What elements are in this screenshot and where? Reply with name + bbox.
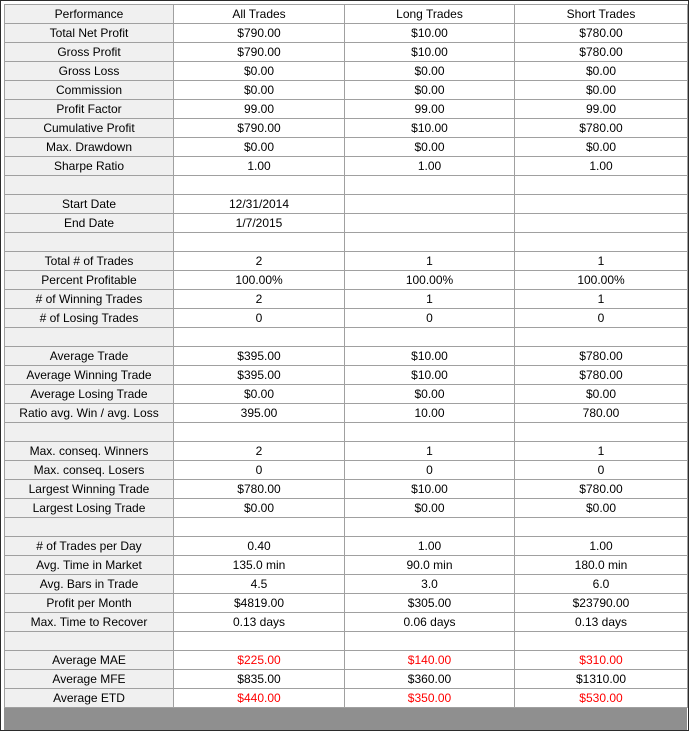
cell-short-trades: $530.00 (515, 689, 688, 708)
cell-all-trades: 395.00 (174, 404, 345, 423)
cell-short-trades: $0.00 (515, 499, 688, 518)
cell-long-trades: $0.00 (345, 62, 515, 81)
cell-all-trades: $790.00 (174, 43, 345, 62)
cell-long-trades: 10.00 (345, 404, 515, 423)
cell-long-trades: $360.00 (345, 670, 515, 689)
cell-long-trades: $10.00 (345, 480, 515, 499)
table-row[interactable] (5, 81, 688, 100)
cell-long-trades: $10.00 (345, 24, 515, 43)
table-row[interactable] (5, 670, 688, 689)
cell-short-trades (515, 632, 688, 651)
cell-short-trades (515, 518, 688, 537)
cell-all-trades: $440.00 (174, 689, 345, 708)
row-label (5, 423, 174, 442)
cell-all-trades: $790.00 (174, 119, 345, 138)
table-row[interactable] (5, 290, 688, 309)
cell-all-trades (174, 518, 345, 537)
cell-all-trades: $0.00 (174, 81, 345, 100)
cell-all-trades: $790.00 (174, 24, 345, 43)
table-row-spacer[interactable] (5, 423, 688, 442)
cell-long-trades: 99.00 (345, 100, 515, 119)
cell-long-trades: $0.00 (345, 138, 515, 157)
row-label: Average ETD (5, 689, 174, 708)
cell-short-trades: $780.00 (515, 119, 688, 138)
column-header-all-trades[interactable]: All Trades (174, 5, 345, 24)
table-row[interactable] (5, 385, 688, 404)
cell-all-trades: 0 (174, 461, 345, 480)
cell-all-trades: 0.40 (174, 537, 345, 556)
row-label: Total # of Trades (5, 252, 174, 271)
cell-short-trades: 1 (515, 252, 688, 271)
performance-table (4, 4, 688, 708)
cell-long-trades: $10.00 (345, 366, 515, 385)
cell-short-trades: $780.00 (515, 43, 688, 62)
table-row[interactable] (5, 594, 688, 613)
cell-long-trades: 1 (345, 252, 515, 271)
cell-short-trades: 0 (515, 309, 688, 328)
cell-short-trades: 6.0 (515, 575, 688, 594)
cell-all-trades: $835.00 (174, 670, 345, 689)
row-label: Average Winning Trade (5, 366, 174, 385)
cell-long-trades: $0.00 (345, 385, 515, 404)
table-row[interactable] (5, 404, 688, 423)
table-row[interactable] (5, 62, 688, 81)
row-label: Average MFE (5, 670, 174, 689)
cell-short-trades: $780.00 (515, 480, 688, 499)
table-row[interactable] (5, 100, 688, 119)
table-row[interactable] (5, 157, 688, 176)
cell-all-trades: 100.00% (174, 271, 345, 290)
cell-all-trades (174, 423, 345, 442)
cell-short-trades: $780.00 (515, 366, 688, 385)
cell-long-trades: 0 (345, 309, 515, 328)
cell-long-trades (345, 176, 515, 195)
cell-all-trades: 135.0 min (174, 556, 345, 575)
cell-all-trades: 2 (174, 442, 345, 461)
cell-short-trades (515, 423, 688, 442)
cell-all-trades: $0.00 (174, 62, 345, 81)
row-label (5, 176, 174, 195)
row-label: Average Trade (5, 347, 174, 366)
cell-short-trades: 100.00% (515, 271, 688, 290)
cell-short-trades: $23790.00 (515, 594, 688, 613)
cell-all-trades: 12/31/2014 (174, 195, 345, 214)
cell-all-trades: $395.00 (174, 366, 345, 385)
cell-all-trades: 99.00 (174, 100, 345, 119)
table-row[interactable] (5, 366, 688, 385)
row-label: Ratio avg. Win / avg. Loss (5, 404, 174, 423)
cell-all-trades: $395.00 (174, 347, 345, 366)
table-row[interactable] (5, 689, 688, 708)
row-label: Largest Winning Trade (5, 480, 174, 499)
cell-short-trades: $780.00 (515, 347, 688, 366)
table-row[interactable] (5, 195, 688, 214)
table-row[interactable] (5, 499, 688, 518)
cell-long-trades (345, 195, 515, 214)
cell-all-trades (174, 328, 345, 347)
row-label: Avg. Time in Market (5, 556, 174, 575)
cell-short-trades: 1.00 (515, 157, 688, 176)
cell-all-trades (174, 176, 345, 195)
cell-long-trades: 1 (345, 290, 515, 309)
cell-short-trades (515, 328, 688, 347)
table-row[interactable] (5, 461, 688, 480)
row-label (5, 518, 174, 537)
cell-all-trades: $0.00 (174, 138, 345, 157)
cell-all-trades: 0.13 days (174, 613, 345, 632)
cell-short-trades: $0.00 (515, 138, 688, 157)
table-header-row (5, 5, 688, 24)
table-row[interactable] (5, 480, 688, 499)
cell-all-trades: $4819.00 (174, 594, 345, 613)
cell-short-trades (515, 214, 688, 233)
column-header-short-trades[interactable]: Short Trades (515, 5, 688, 24)
cell-long-trades: 0.06 days (345, 613, 515, 632)
row-label: Total Net Profit (5, 24, 174, 43)
cell-long-trades: $10.00 (345, 347, 515, 366)
cell-all-trades: $780.00 (174, 480, 345, 499)
cell-short-trades: 1 (515, 442, 688, 461)
cell-all-trades (174, 632, 345, 651)
cell-all-trades: 4.5 (174, 575, 345, 594)
cell-long-trades: $140.00 (345, 651, 515, 670)
row-label: Profit Factor (5, 100, 174, 119)
table-row[interactable] (5, 24, 688, 43)
cell-long-trades: $305.00 (345, 594, 515, 613)
cell-long-trades (345, 632, 515, 651)
cell-short-trades: 1 (515, 290, 688, 309)
table-row[interactable] (5, 347, 688, 366)
table-row-spacer[interactable] (5, 632, 688, 651)
cell-short-trades: 1.00 (515, 537, 688, 556)
table-row-spacer[interactable] (5, 233, 688, 252)
table-row[interactable] (5, 119, 688, 138)
row-label: # of Winning Trades (5, 290, 174, 309)
cell-all-trades: $0.00 (174, 499, 345, 518)
cell-all-trades: 2 (174, 290, 345, 309)
table-row[interactable] (5, 309, 688, 328)
cell-short-trades (515, 195, 688, 214)
cell-short-trades: 0 (515, 461, 688, 480)
cell-all-trades (174, 233, 345, 252)
row-label: Max. conseq. Winners (5, 442, 174, 461)
cell-short-trades: $310.00 (515, 651, 688, 670)
row-label: Max. conseq. Losers (5, 461, 174, 480)
cell-long-trades: $0.00 (345, 499, 515, 518)
row-label (5, 328, 174, 347)
cell-short-trades (515, 176, 688, 195)
table-row[interactable] (5, 613, 688, 632)
row-label: Average MAE (5, 651, 174, 670)
cell-short-trades: $1310.00 (515, 670, 688, 689)
cell-long-trades: 0 (345, 461, 515, 480)
row-label: # of Losing Trades (5, 309, 174, 328)
cell-short-trades: 780.00 (515, 404, 688, 423)
cell-all-trades: $225.00 (174, 651, 345, 670)
row-label: Average Losing Trade (5, 385, 174, 404)
row-label (5, 632, 174, 651)
column-header-performance[interactable]: Performance (5, 5, 174, 24)
row-label: Commission (5, 81, 174, 100)
cell-long-trades (345, 518, 515, 537)
table-row[interactable] (5, 252, 688, 271)
table-row-spacer[interactable] (5, 518, 688, 537)
table-row[interactable] (5, 537, 688, 556)
row-label: Sharpe Ratio (5, 157, 174, 176)
row-label: # of Trades per Day (5, 537, 174, 556)
cell-long-trades: 90.0 min (345, 556, 515, 575)
cell-all-trades: 1.00 (174, 157, 345, 176)
row-label: Profit per Month (5, 594, 174, 613)
cell-long-trades (345, 328, 515, 347)
table-row[interactable] (5, 556, 688, 575)
cell-short-trades: $0.00 (515, 62, 688, 81)
row-label: Max. Time to Recover (5, 613, 174, 632)
cell-short-trades (515, 233, 688, 252)
cell-long-trades: $10.00 (345, 119, 515, 138)
table-row[interactable] (5, 651, 688, 670)
status-bar (4, 708, 687, 730)
column-header-long-trades[interactable]: Long Trades (345, 5, 515, 24)
row-label: Max. Drawdown (5, 138, 174, 157)
cell-long-trades: 1.00 (345, 157, 515, 176)
table-row-spacer[interactable] (5, 176, 688, 195)
cell-short-trades: $0.00 (515, 81, 688, 100)
cell-long-trades (345, 423, 515, 442)
cell-long-trades: $0.00 (345, 81, 515, 100)
cell-long-trades: 100.00% (345, 271, 515, 290)
row-label: End Date (5, 214, 174, 233)
row-label: Gross Profit (5, 43, 174, 62)
table-row[interactable] (5, 138, 688, 157)
cell-short-trades: 0.13 days (515, 613, 688, 632)
table-row[interactable] (5, 575, 688, 594)
table-body (5, 24, 688, 708)
cell-all-trades: 1/7/2015 (174, 214, 345, 233)
row-label: Cumulative Profit (5, 119, 174, 138)
row-label: Start Date (5, 195, 174, 214)
cell-short-trades: 99.00 (515, 100, 688, 119)
cell-long-trades: $10.00 (345, 43, 515, 62)
table-row[interactable] (5, 214, 688, 233)
cell-all-trades: 0 (174, 309, 345, 328)
cell-long-trades: $350.00 (345, 689, 515, 708)
row-label: Percent Profitable (5, 271, 174, 290)
cell-all-trades: $0.00 (174, 385, 345, 404)
row-label: Largest Losing Trade (5, 499, 174, 518)
cell-long-trades: 1.00 (345, 537, 515, 556)
table-row[interactable] (5, 271, 688, 290)
row-label: Avg. Bars in Trade (5, 575, 174, 594)
table-row[interactable] (5, 43, 688, 62)
cell-short-trades: 180.0 min (515, 556, 688, 575)
cell-long-trades (345, 233, 515, 252)
cell-long-trades (345, 214, 515, 233)
cell-short-trades: $0.00 (515, 385, 688, 404)
table-row[interactable] (5, 442, 688, 461)
cell-long-trades: 3.0 (345, 575, 515, 594)
cell-short-trades: $780.00 (515, 24, 688, 43)
table-row-spacer[interactable] (5, 328, 688, 347)
cell-long-trades: 1 (345, 442, 515, 461)
row-label (5, 233, 174, 252)
row-label: Gross Loss (5, 62, 174, 81)
cell-all-trades: 2 (174, 252, 345, 271)
